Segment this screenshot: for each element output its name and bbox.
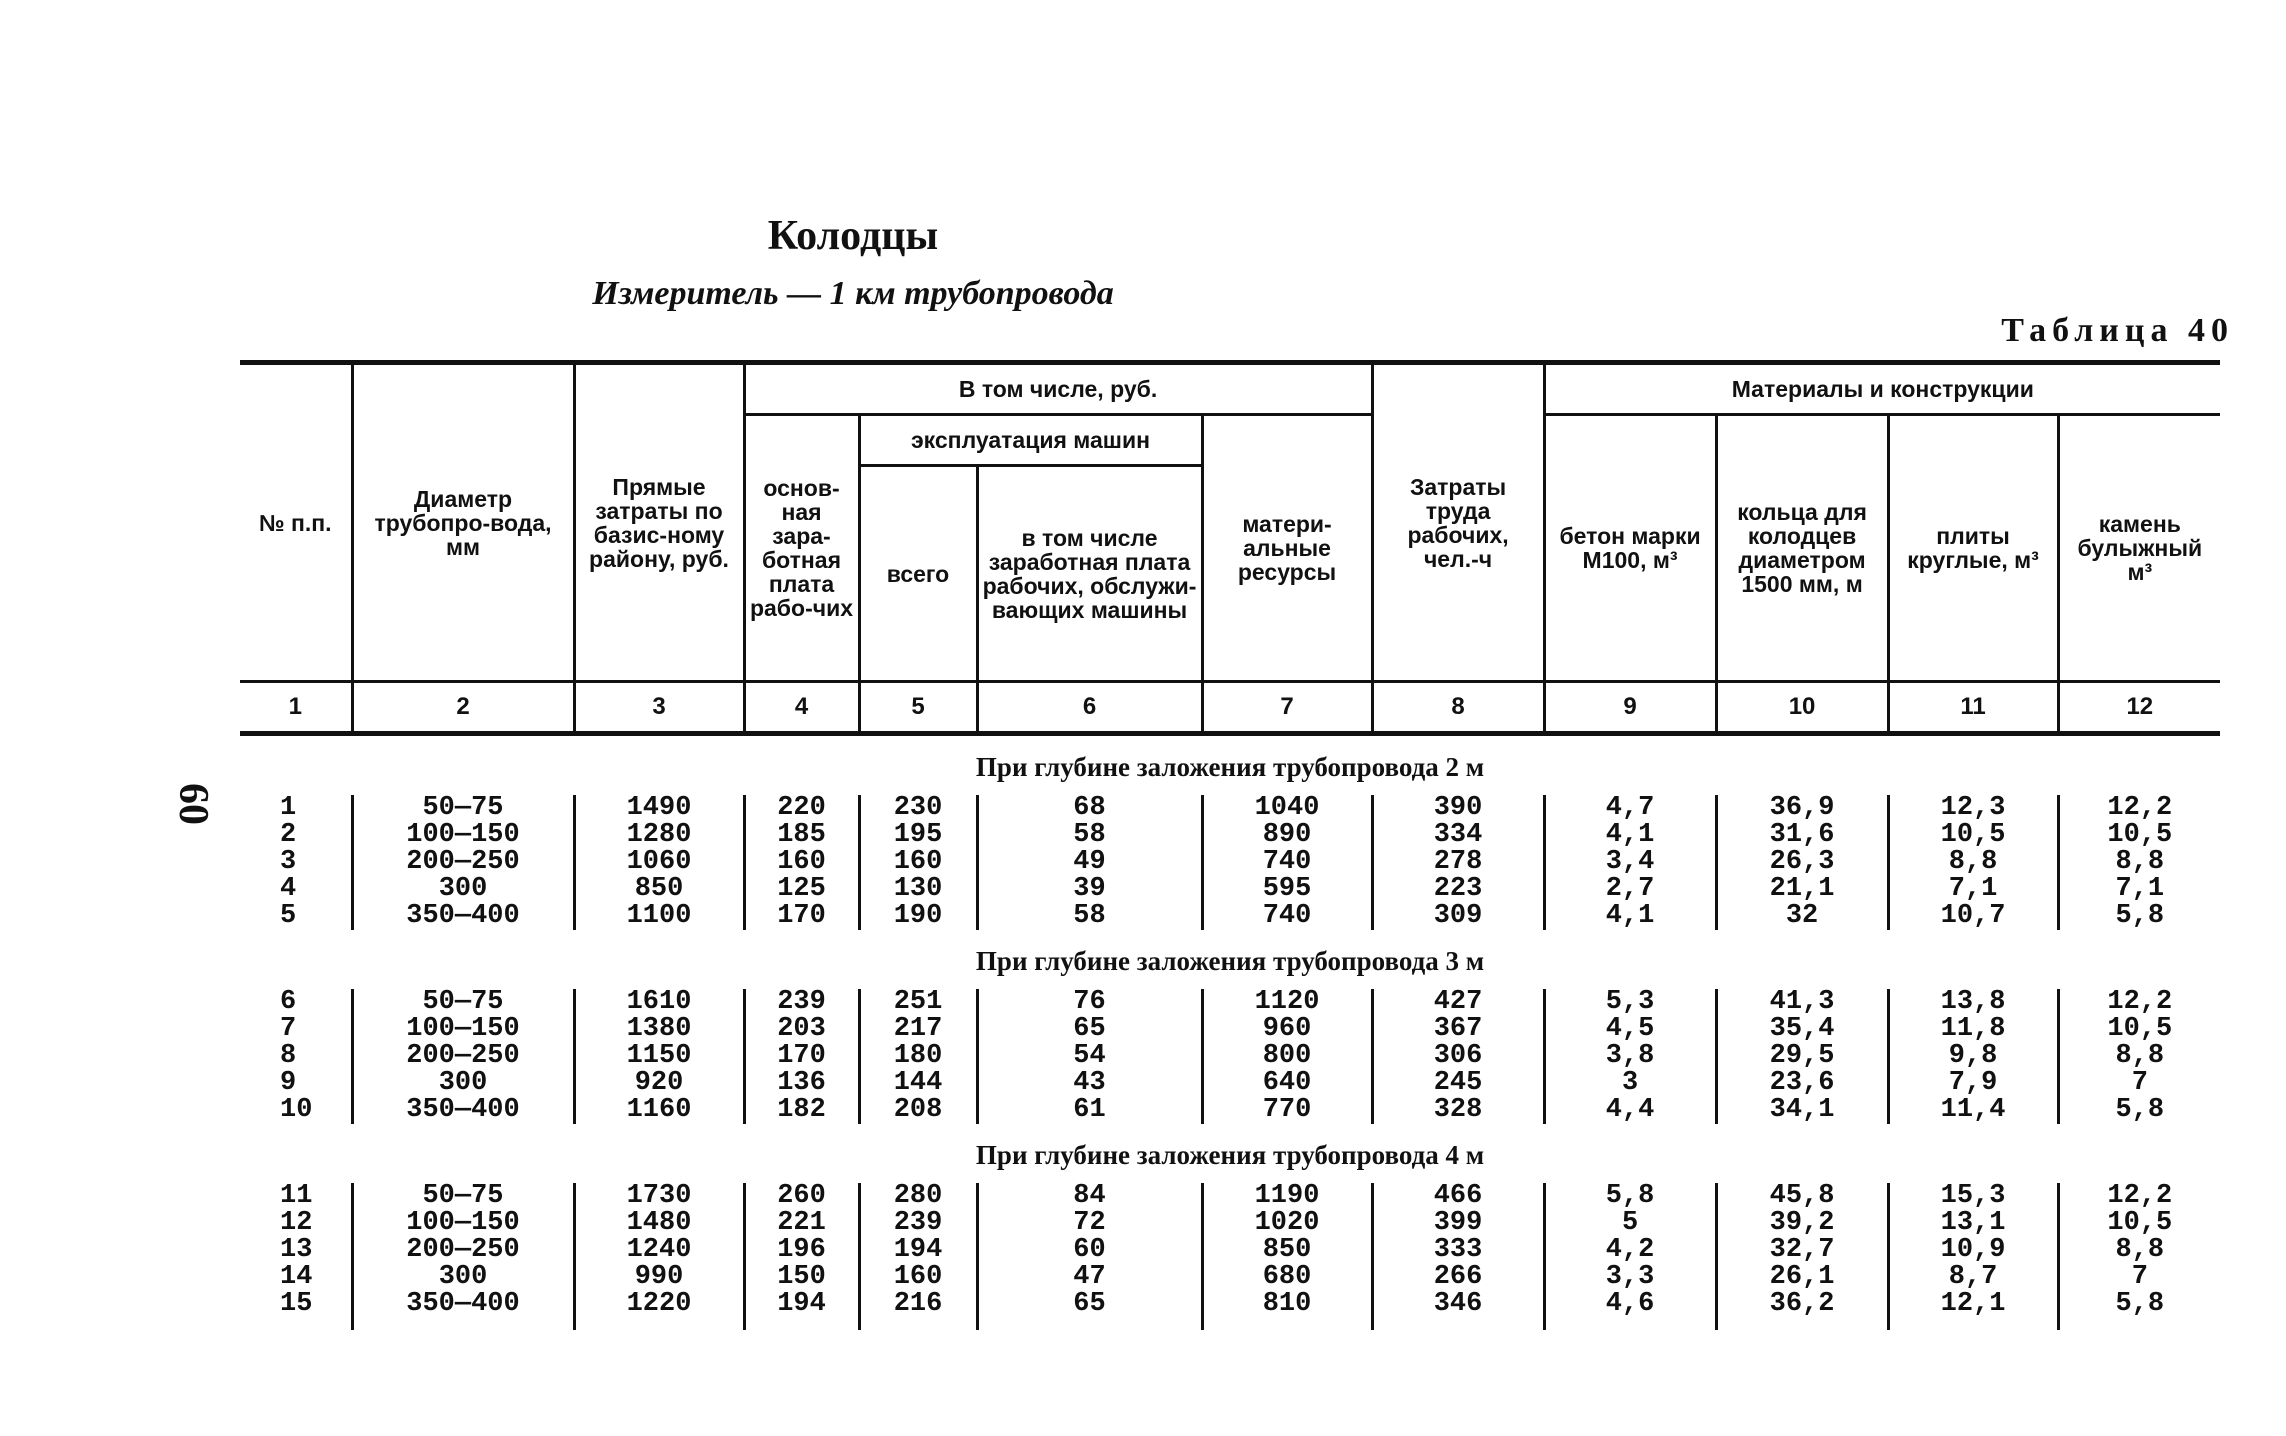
table-cell: 41,3 bbox=[1716, 989, 1888, 1016]
col-number: 12 bbox=[2058, 682, 2220, 734]
table-cell: 2,7 bbox=[1544, 876, 1716, 903]
table-cell: 7 bbox=[240, 1016, 352, 1043]
table-cell: 15 bbox=[240, 1291, 352, 1318]
table-cell: 12,2 bbox=[2058, 795, 2220, 822]
table-cell: 31,6 bbox=[1716, 822, 1888, 849]
table-cell: 4,1 bbox=[1544, 822, 1716, 849]
col-header-number: № п.п. bbox=[240, 363, 352, 682]
table-cell: 1490 bbox=[574, 795, 744, 822]
table-cell: 800 bbox=[1202, 1043, 1372, 1070]
table-cell: 100—150 bbox=[352, 1210, 574, 1237]
col-number: 3 bbox=[574, 682, 744, 734]
table-cell: 34,1 bbox=[1716, 1097, 1888, 1124]
table-row bbox=[240, 876, 2220, 903]
table-cell: 100—150 bbox=[352, 822, 574, 849]
table-cell: 3 bbox=[1544, 1070, 1716, 1097]
page-subtitle: Измеритель — 1 км трубопровода bbox=[592, 275, 1114, 312]
table-cell: 194 bbox=[744, 1291, 859, 1318]
table-cell: 1240 bbox=[574, 1237, 744, 1264]
table-cell: 200—250 bbox=[352, 849, 574, 876]
table-cell: 1190 bbox=[1202, 1183, 1372, 1210]
table-cell: 990 bbox=[574, 1264, 744, 1291]
table-cell: 3,3 bbox=[1544, 1264, 1716, 1291]
group-header-rub: В том числе, руб. bbox=[744, 363, 1372, 415]
table-cell: 58 bbox=[977, 903, 1202, 930]
table-cell: 12 bbox=[240, 1210, 352, 1237]
page-number: 60 bbox=[170, 783, 216, 825]
table-cell: 466 bbox=[1372, 1183, 1544, 1210]
spacer-cell bbox=[1888, 1318, 2058, 1330]
table-cell: 280 bbox=[859, 1183, 977, 1210]
table-cell: 9 bbox=[240, 1070, 352, 1097]
table-cell: 32 bbox=[1716, 903, 1888, 930]
col-header-diameter: Диаметр трубопро-вода, мм bbox=[352, 363, 574, 682]
col-header-wages: основ-ная зара-ботная плата рабо-чих bbox=[744, 415, 859, 682]
spacer-cell bbox=[1372, 1318, 1544, 1330]
table-cell: 251 bbox=[859, 989, 977, 1016]
spacer-cell bbox=[1716, 1318, 1888, 1330]
table-cell: 300 bbox=[352, 1264, 574, 1291]
table-cell: 920 bbox=[574, 1070, 744, 1097]
table-cell: 1730 bbox=[574, 1183, 744, 1210]
table-cell: 300 bbox=[352, 1070, 574, 1097]
col-header-material-resources: матери-альные ресурсы bbox=[1202, 415, 1372, 682]
table-cell: 10,5 bbox=[1888, 822, 2058, 849]
table-cell: 278 bbox=[1372, 849, 1544, 876]
table-cell: 65 bbox=[977, 1016, 1202, 1043]
table-cell: 185 bbox=[744, 822, 859, 849]
table-cell: 5 bbox=[1544, 1210, 1716, 1237]
table-cell: 216 bbox=[859, 1291, 977, 1318]
table-row bbox=[240, 1237, 2220, 1264]
col-header-slabs: плиты круглые, м³ bbox=[1888, 415, 2058, 682]
table-cell: 13,1 bbox=[1888, 1210, 2058, 1237]
table-cell: 4,2 bbox=[1544, 1237, 1716, 1264]
table-cell: 10,9 bbox=[1888, 1237, 2058, 1264]
section-title: При глубине заложения трубопровода 3 м bbox=[975, 946, 1485, 976]
table-cell: 1150 bbox=[574, 1043, 744, 1070]
col-number: 8 bbox=[1372, 682, 1544, 734]
col-number: 11 bbox=[1888, 682, 2058, 734]
table-cell: 12,1 bbox=[1888, 1291, 2058, 1318]
table-cell: 54 bbox=[977, 1043, 1202, 1070]
col-number: 4 bbox=[744, 682, 859, 734]
table-cell: 5,3 bbox=[1544, 989, 1716, 1016]
spacer-cell bbox=[352, 1318, 574, 1330]
table-cell: 32,7 bbox=[1716, 1237, 1888, 1264]
table-cell: 4,4 bbox=[1544, 1097, 1716, 1124]
spacer-cell bbox=[1202, 1318, 1372, 1330]
table-cell: 13,8 bbox=[1888, 989, 2058, 1016]
group-header-machines: эксплуатация машин bbox=[859, 415, 1202, 466]
table-cell: 4,6 bbox=[1544, 1291, 1716, 1318]
spacer-cell bbox=[977, 1318, 1202, 1330]
table-cell: 196 bbox=[744, 1237, 859, 1264]
table-cell: 1100 bbox=[574, 903, 744, 930]
table-bottom-spacer bbox=[240, 1318, 2220, 1330]
table-cell: 333 bbox=[1372, 1237, 1544, 1264]
table-cell: 14 bbox=[240, 1264, 352, 1291]
table-cell: 10 bbox=[240, 1097, 352, 1124]
table-cell: 1480 bbox=[574, 1210, 744, 1237]
table-cell: 306 bbox=[1372, 1043, 1544, 1070]
table-cell: 850 bbox=[1202, 1237, 1372, 1264]
table-cell: 8,8 bbox=[1888, 849, 2058, 876]
table-cell: 11,4 bbox=[1888, 1097, 2058, 1124]
section-title: При глубине заложения трубопровода 2 м bbox=[975, 752, 1485, 782]
table-cell: 245 bbox=[1372, 1070, 1544, 1097]
table-cell: 13 bbox=[240, 1237, 352, 1264]
col-number: 6 bbox=[977, 682, 1202, 734]
table-cell: 15,3 bbox=[1888, 1183, 2058, 1210]
table-cell: 10,5 bbox=[2058, 1016, 2220, 1043]
table-cell: 5,8 bbox=[2058, 1291, 2220, 1318]
table-row bbox=[240, 903, 2220, 930]
table-cell: 1220 bbox=[574, 1291, 744, 1318]
table-cell: 160 bbox=[859, 1264, 977, 1291]
table-cell: 3,4 bbox=[1544, 849, 1716, 876]
table-cell: 6 bbox=[240, 989, 352, 1016]
table-cell: 770 bbox=[1202, 1097, 1372, 1124]
table-cell: 328 bbox=[1372, 1097, 1544, 1124]
table-cell: 180 bbox=[859, 1043, 977, 1070]
table-cell: 150 bbox=[744, 1264, 859, 1291]
table-cell: 58 bbox=[977, 822, 1202, 849]
table-cell: 84 bbox=[977, 1183, 1202, 1210]
table-cell: 8,8 bbox=[2058, 1043, 2220, 1070]
table-cell: 350—400 bbox=[352, 1097, 574, 1124]
table-cell: 26,3 bbox=[1716, 849, 1888, 876]
table-cell: 230 bbox=[859, 795, 977, 822]
table-cell: 39,2 bbox=[1716, 1210, 1888, 1237]
table-cell: 223 bbox=[1372, 876, 1544, 903]
table-cell: 100—150 bbox=[352, 1016, 574, 1043]
table-cell: 60 bbox=[977, 1237, 1202, 1264]
table-cell: 190 bbox=[859, 903, 977, 930]
page-title: Колодцы bbox=[767, 213, 939, 259]
table-cell: 10,7 bbox=[1888, 903, 2058, 930]
table-cell: 144 bbox=[859, 1070, 977, 1097]
table-cell: 1380 bbox=[574, 1016, 744, 1043]
table-cell: 50—75 bbox=[352, 989, 574, 1016]
table-cell: 1 bbox=[240, 795, 352, 822]
table-cell: 1060 bbox=[574, 849, 744, 876]
col-header-rings: кольца для колодцев диаметром 1500 мм, м bbox=[1716, 415, 1888, 682]
table-cell: 1040 bbox=[1202, 795, 1372, 822]
table-cell: 160 bbox=[744, 849, 859, 876]
col-number: 5 bbox=[859, 682, 977, 734]
table-cell: 2 bbox=[240, 822, 352, 849]
table-cell: 1160 bbox=[574, 1097, 744, 1124]
table-cell: 49 bbox=[977, 849, 1202, 876]
spacer-cell bbox=[574, 1318, 744, 1330]
table-cell: 76 bbox=[977, 989, 1202, 1016]
table-row bbox=[240, 795, 2220, 822]
section-header-row bbox=[240, 1124, 2220, 1183]
table-cell: 10,5 bbox=[2058, 1210, 2220, 1237]
table-cell: 7 bbox=[2058, 1264, 2220, 1291]
table-cell: 170 bbox=[744, 1043, 859, 1070]
table-row bbox=[240, 989, 2220, 1016]
table-row bbox=[240, 1070, 2220, 1097]
table-cell: 680 bbox=[1202, 1264, 1372, 1291]
table-cell: 427 bbox=[1372, 989, 1544, 1016]
table-cell: 890 bbox=[1202, 822, 1372, 849]
table-cell: 160 bbox=[859, 849, 977, 876]
col-header-direct-costs: Прямые затраты по базис-ному району, руб. bbox=[574, 363, 744, 682]
table-cell: 5 bbox=[240, 903, 352, 930]
table-cell: 367 bbox=[1372, 1016, 1544, 1043]
table-cell: 68 bbox=[977, 795, 1202, 822]
spacer-cell bbox=[1544, 1318, 1716, 1330]
table-cell: 203 bbox=[744, 1016, 859, 1043]
col-number: 7 bbox=[1202, 682, 1372, 734]
table-cell: 350—400 bbox=[352, 1291, 574, 1318]
col-number: 10 bbox=[1716, 682, 1888, 734]
table-cell: 65 bbox=[977, 1291, 1202, 1318]
table-cell: 182 bbox=[744, 1097, 859, 1124]
table-cell: 346 bbox=[1372, 1291, 1544, 1318]
table-cell: 850 bbox=[574, 876, 744, 903]
table-cell: 3 bbox=[240, 849, 352, 876]
col-header-stone: камень булыжный м³ bbox=[2058, 415, 2220, 682]
table-cell: 334 bbox=[1372, 822, 1544, 849]
table-cell: 4 bbox=[240, 876, 352, 903]
col-number: 2 bbox=[352, 682, 574, 734]
table-cell: 266 bbox=[1372, 1264, 1544, 1291]
table-row bbox=[240, 1183, 2220, 1210]
table-cell: 194 bbox=[859, 1237, 977, 1264]
table-cell: 350—400 bbox=[352, 903, 574, 930]
table-row bbox=[240, 1097, 2220, 1124]
cost-table bbox=[240, 360, 2220, 1330]
table-cell: 7,1 bbox=[2058, 876, 2220, 903]
table-cell: 39 bbox=[977, 876, 1202, 903]
table-cell: 11,8 bbox=[1888, 1016, 2058, 1043]
table-row bbox=[240, 1016, 2220, 1043]
col-header-machines-total: всего bbox=[859, 466, 977, 682]
table-cell: 21,1 bbox=[1716, 876, 1888, 903]
table-cell: 3,8 bbox=[1544, 1043, 1716, 1070]
table-cell: 7,1 bbox=[1888, 876, 2058, 903]
table-cell: 45,8 bbox=[1716, 1183, 1888, 1210]
table-cell: 4,1 bbox=[1544, 903, 1716, 930]
table-cell: 1020 bbox=[1202, 1210, 1372, 1237]
table-body bbox=[240, 734, 2220, 1331]
col-header-concrete: бетон марки М100, м³ bbox=[1544, 415, 1716, 682]
table-cell: 4,5 bbox=[1544, 1016, 1716, 1043]
table-cell: 8,8 bbox=[2058, 849, 2220, 876]
table-cell: 29,5 bbox=[1716, 1043, 1888, 1070]
table-cell: 7,9 bbox=[1888, 1070, 2058, 1097]
table-cell: 136 bbox=[744, 1070, 859, 1097]
table-cell: 4,7 bbox=[1544, 795, 1716, 822]
section-header-row bbox=[240, 930, 2220, 989]
col-number: 9 bbox=[1544, 682, 1716, 734]
table-cell: 12,3 bbox=[1888, 795, 2058, 822]
table-row bbox=[240, 1043, 2220, 1070]
table-cell: 300 bbox=[352, 876, 574, 903]
table-cell: 11 bbox=[240, 1183, 352, 1210]
table-cell: 1120 bbox=[1202, 989, 1372, 1016]
table-row bbox=[240, 1210, 2220, 1237]
table-label: Таблица 40 bbox=[2001, 312, 2234, 349]
table-cell: 208 bbox=[859, 1097, 977, 1124]
table-cell: 43 bbox=[977, 1070, 1202, 1097]
table-cell: 5,8 bbox=[1544, 1183, 1716, 1210]
table-row bbox=[240, 1291, 2220, 1318]
spacer-cell bbox=[859, 1318, 977, 1330]
table-cell: 1280 bbox=[574, 822, 744, 849]
table-cell: 12,2 bbox=[2058, 989, 2220, 1016]
table-cell: 200—250 bbox=[352, 1043, 574, 1070]
section-header-row bbox=[240, 734, 2220, 796]
table-cell: 50—75 bbox=[352, 795, 574, 822]
table-cell: 1610 bbox=[574, 989, 744, 1016]
table-cell: 399 bbox=[1372, 1210, 1544, 1237]
section-title: При глубине заложения трубопровода 4 м bbox=[975, 1140, 1485, 1170]
table-cell: 221 bbox=[744, 1210, 859, 1237]
col-number: 1 bbox=[240, 682, 352, 734]
table-cell: 390 bbox=[1372, 795, 1544, 822]
table-cell: 36,9 bbox=[1716, 795, 1888, 822]
table-cell: 7 bbox=[2058, 1070, 2220, 1097]
spacer-cell bbox=[240, 1318, 352, 1330]
table-cell: 8,7 bbox=[1888, 1264, 2058, 1291]
table-cell: 12,2 bbox=[2058, 1183, 2220, 1210]
table-cell: 220 bbox=[744, 795, 859, 822]
table-cell: 740 bbox=[1202, 849, 1372, 876]
table-cell: 810 bbox=[1202, 1291, 1372, 1318]
table-cell: 195 bbox=[859, 822, 977, 849]
table-cell: 50—75 bbox=[352, 1183, 574, 1210]
table-cell: 5,8 bbox=[2058, 1097, 2220, 1124]
table-cell: 740 bbox=[1202, 903, 1372, 930]
table-cell: 595 bbox=[1202, 876, 1372, 903]
table-cell: 200—250 bbox=[352, 1237, 574, 1264]
table-row bbox=[240, 822, 2220, 849]
table-cell: 47 bbox=[977, 1264, 1202, 1291]
table-cell: 35,4 bbox=[1716, 1016, 1888, 1043]
col-header-labor: Затраты труда рабочих, чел.-ч bbox=[1372, 363, 1544, 682]
table-cell: 239 bbox=[744, 989, 859, 1016]
table-cell: 130 bbox=[859, 876, 977, 903]
table-cell: 23,6 bbox=[1716, 1070, 1888, 1097]
table-cell: 72 bbox=[977, 1210, 1202, 1237]
group-header-materials: Материалы и конструкции bbox=[1544, 363, 2220, 415]
table-cell: 8,8 bbox=[2058, 1237, 2220, 1264]
table-cell: 26,1 bbox=[1716, 1264, 1888, 1291]
table-cell: 36,2 bbox=[1716, 1291, 1888, 1318]
table-cell: 960 bbox=[1202, 1016, 1372, 1043]
table-cell: 309 bbox=[1372, 903, 1544, 930]
spacer-cell bbox=[744, 1318, 859, 1330]
table-row bbox=[240, 1264, 2220, 1291]
spacer-cell bbox=[2058, 1318, 2220, 1330]
table-cell: 10,5 bbox=[2058, 822, 2220, 849]
table-cell: 8 bbox=[240, 1043, 352, 1070]
table-cell: 239 bbox=[859, 1210, 977, 1237]
table-row bbox=[240, 849, 2220, 876]
table-cell: 61 bbox=[977, 1097, 1202, 1124]
table-cell: 260 bbox=[744, 1183, 859, 1210]
table-cell: 125 bbox=[744, 876, 859, 903]
table-cell: 9,8 bbox=[1888, 1043, 2058, 1070]
table-cell: 640 bbox=[1202, 1070, 1372, 1097]
table-cell: 170 bbox=[744, 903, 859, 930]
table-cell: 217 bbox=[859, 1016, 977, 1043]
table-cell: 5,8 bbox=[2058, 903, 2220, 930]
col-header-machine-wages: в том числе заработная плата рабочих, обслужи-вающих машины bbox=[977, 466, 1202, 682]
